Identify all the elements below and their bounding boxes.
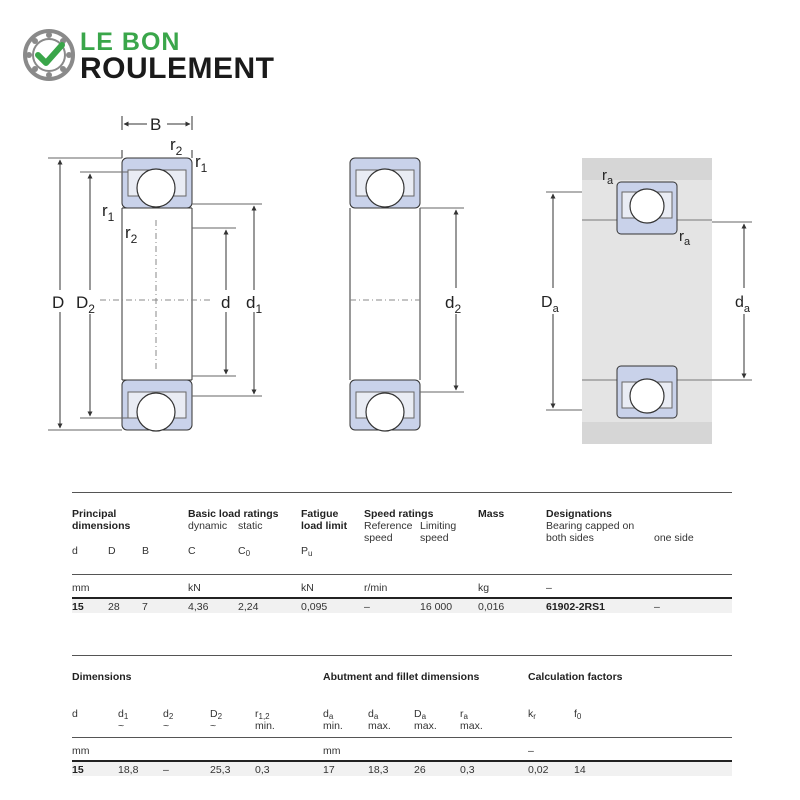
sym-D: D <box>108 545 116 557</box>
th-mass: Mass <box>478 508 505 520</box>
th-both-sides: both sides <box>546 532 594 544</box>
sym2-d1-note: ~ <box>118 720 125 732</box>
label-ra-top: $r_a$ <box>602 167 614 187</box>
th-reference: Reference <box>364 520 413 532</box>
val2-r12: 0,3 <box>255 764 270 776</box>
unit2-dash: – <box>528 745 534 757</box>
sym2-Da-max-note: max. <box>414 720 437 732</box>
th-fatigue: Fatigue <box>301 508 339 520</box>
label-r2-inner: $r_2$ <box>125 223 138 246</box>
sym2-r12-note: min. <box>255 720 275 732</box>
sym2-ra-max: $r_a$ <box>460 708 468 721</box>
sym2-D2-note: ~ <box>210 720 217 732</box>
th-dimensions: dimensions <box>72 520 131 532</box>
label-D: D <box>52 293 65 312</box>
sym2-da-min: $d_a$ <box>323 708 334 721</box>
label-r2-top: $r_2$ <box>170 135 183 158</box>
bearing-drawings <box>0 100 800 470</box>
sym-d: d <box>72 545 78 557</box>
val-B: 7 <box>142 601 148 613</box>
label-B: B <box>150 115 162 134</box>
val2-da-max: 18,3 <box>368 764 389 776</box>
brand-logo[interactable] <box>22 26 302 86</box>
mounting-section <box>546 158 752 444</box>
sym2-d1: $d_1$ <box>118 708 129 721</box>
bearing-data-table <box>72 492 732 616</box>
unit-designation: – <box>546 582 552 594</box>
th-static: static <box>238 520 263 532</box>
val-D: 28 <box>108 601 120 613</box>
label-da: $d_a$ <box>735 294 751 315</box>
sym-Pu: $P_u$ <box>301 545 313 558</box>
label-Da: $D_a$ <box>541 294 559 315</box>
unit-kN-fatigue: kN <box>301 582 314 594</box>
sym2-d2: $d_2$ <box>163 708 174 721</box>
label-D2: $D_2$ <box>76 293 95 316</box>
sym2-kr: $k_r$ <box>528 708 536 721</box>
bearing-section-dimensions <box>48 116 262 431</box>
val2-f0: 14 <box>574 764 586 776</box>
sym2-d2-note: ~ <box>163 720 170 732</box>
val2-D2: 25,3 <box>210 764 231 776</box>
sym2-Da-max: $D_a$ <box>414 708 427 721</box>
th-one-side: one side <box>654 532 694 544</box>
th-principal: Principal <box>72 508 117 520</box>
th-dynamic: dynamic <box>188 520 228 532</box>
val2-ra-max: 0,3 <box>460 764 475 776</box>
th-basic-load: Basic load ratings <box>188 508 279 520</box>
val2-Da-max: 26 <box>414 764 426 776</box>
label-r1-left: $r_1$ <box>102 201 115 224</box>
bearing-check-icon <box>22 28 76 82</box>
sym-B: B <box>142 545 150 557</box>
dimensions-table <box>72 655 732 783</box>
unit-kg: kg <box>478 582 490 594</box>
val-mass: 0,016 <box>478 601 505 613</box>
sym-C: C <box>188 545 196 557</box>
val2-da-min: 17 <box>323 764 335 776</box>
label-ra-right: $r_a$ <box>679 228 691 248</box>
val2-kr: 0,02 <box>528 764 549 776</box>
logo-text-top: LE BON <box>80 28 181 56</box>
logo-text-bottom: ROULEMENT <box>80 52 275 85</box>
th-dimensions2: Dimensions <box>72 671 132 683</box>
th-limiting: Limiting <box>420 520 457 532</box>
th-speed-ratings: Speed ratings <box>364 508 434 520</box>
label-d: d <box>221 293 231 312</box>
val-C: 4,36 <box>188 601 209 613</box>
th-calc-factors: Calculation factors <box>528 671 623 683</box>
unit2-mm: mm <box>72 745 90 757</box>
th-load-limit: load limit <box>301 520 348 532</box>
sym2-ra-max-note: max. <box>460 720 483 732</box>
val2-d: 15 <box>72 764 84 776</box>
val-designation-one: – <box>654 601 660 613</box>
label-d1: $d_1$ <box>246 293 263 316</box>
sym2-r12: $r_{1,2}$ <box>255 708 270 721</box>
sym2-d: d <box>72 708 78 720</box>
sym2-da-max: $d_a$ <box>368 708 379 721</box>
unit-kN: kN <box>188 582 201 594</box>
th-capped: Bearing capped on <box>546 520 635 532</box>
unit-mm: mm <box>72 582 90 594</box>
val-designation-both: 61902-2RS1 <box>546 601 605 613</box>
val2-d1: 18,8 <box>118 764 139 776</box>
label-r1-top: $r_1$ <box>195 152 208 175</box>
sym2-D2: $D_2$ <box>210 708 223 721</box>
label-d2: $d_2$ <box>445 293 462 316</box>
unit-rmin: r/min <box>364 582 388 594</box>
sym-C0: $C_0$ <box>238 545 251 558</box>
val-d: 15 <box>72 601 84 613</box>
th-abutment: Abutment and fillet dimensions <box>323 671 480 683</box>
sym2-da-max-note: max. <box>368 720 391 732</box>
val-C0: 2,24 <box>238 601 259 613</box>
sym2-f0: $f_0$ <box>574 708 582 721</box>
val-ref-speed: – <box>364 601 370 613</box>
val2-d2: – <box>163 764 169 776</box>
th-designations: Designations <box>546 508 612 520</box>
unit2-mm-abutment: mm <box>323 745 341 757</box>
th-reference-speed: speed <box>364 532 393 544</box>
th-limiting-speed: speed <box>420 532 449 544</box>
val-lim-speed: 16 000 <box>420 601 453 613</box>
val-Pu: 0,095 <box>301 601 328 613</box>
sym2-da-min-note: min. <box>323 720 343 732</box>
